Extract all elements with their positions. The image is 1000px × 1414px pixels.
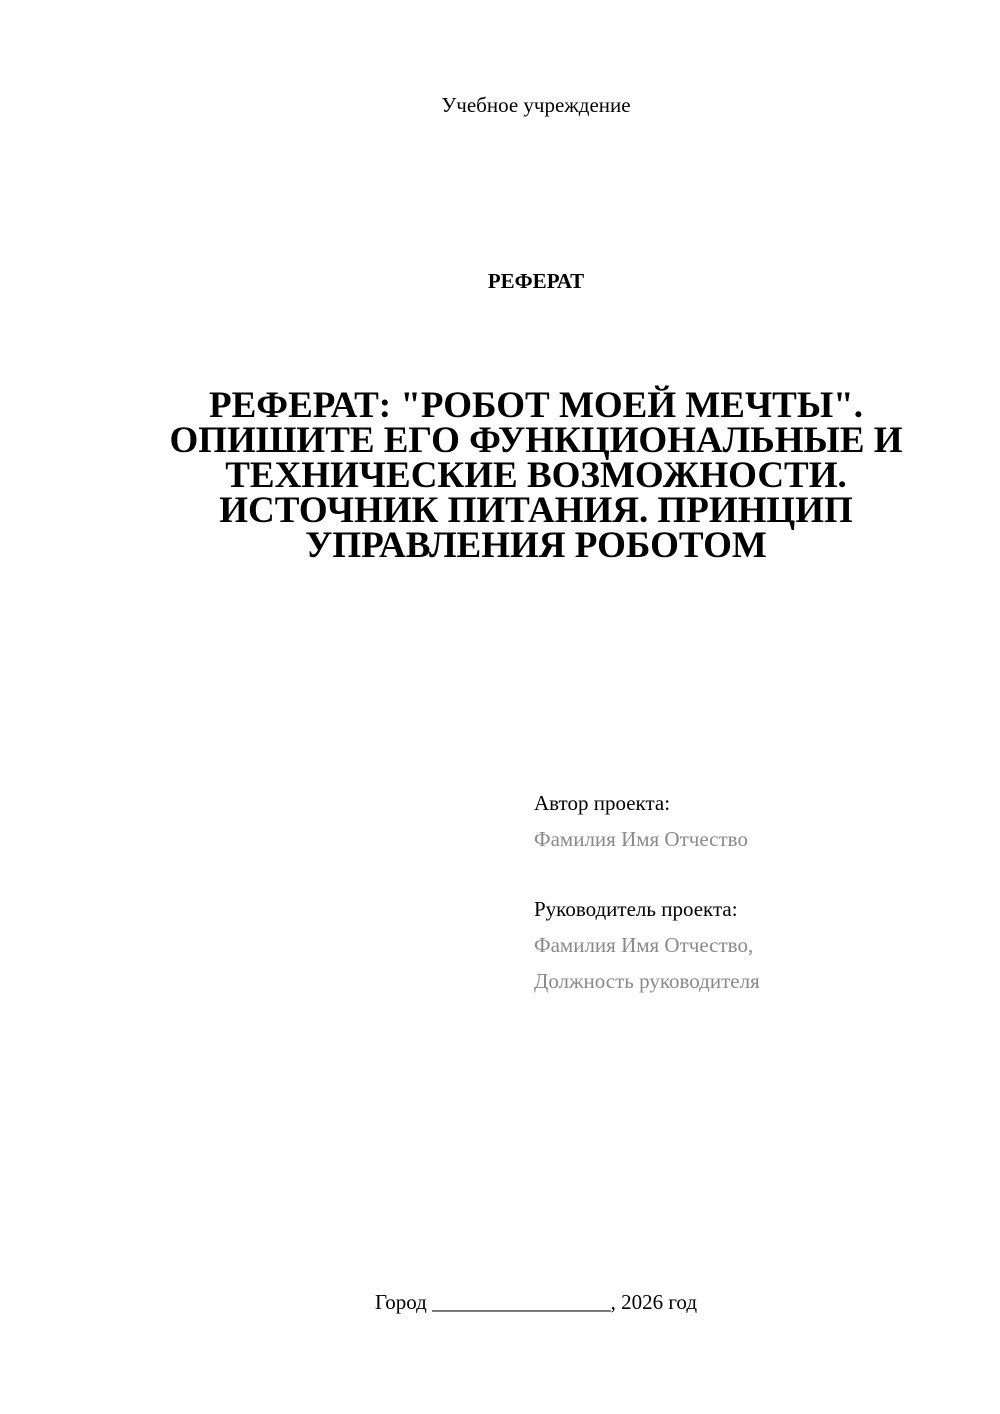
document-title: РЕФЕРАТ: "РОБОТ МОЕЙ МЕЧТЫ". ОПИШИТЕ ЕГО ФУНКЦИОНАЛЬНЫЕ И ТЕХНИЧЕСКИЕ ВОЗМОЖНОСТИ. ИСТОЧНИК ПИТАНИЯ. ПРИНЦИП УПРАВЛЕНИЯ РОБОТОМ [169, 385, 903, 566]
author-name: Фамилия Имя Отчество [534, 827, 748, 851]
institution-name: Учебное учреждение [441, 93, 631, 117]
author-label: Автор проекта: [534, 791, 671, 815]
author-block [534, 785, 974, 857]
supervisor-label: Руководитель проекта: [534, 897, 738, 921]
city-year-line: Город _________________, 2026 год [374, 1290, 698, 1314]
document-type: РЕФЕРАТ [487, 269, 585, 293]
supervisor-position: Должность руководителя [534, 969, 760, 993]
supervisor-block [534, 891, 974, 999]
supervisor-name: Фамилия Имя Отчество, [534, 933, 754, 957]
